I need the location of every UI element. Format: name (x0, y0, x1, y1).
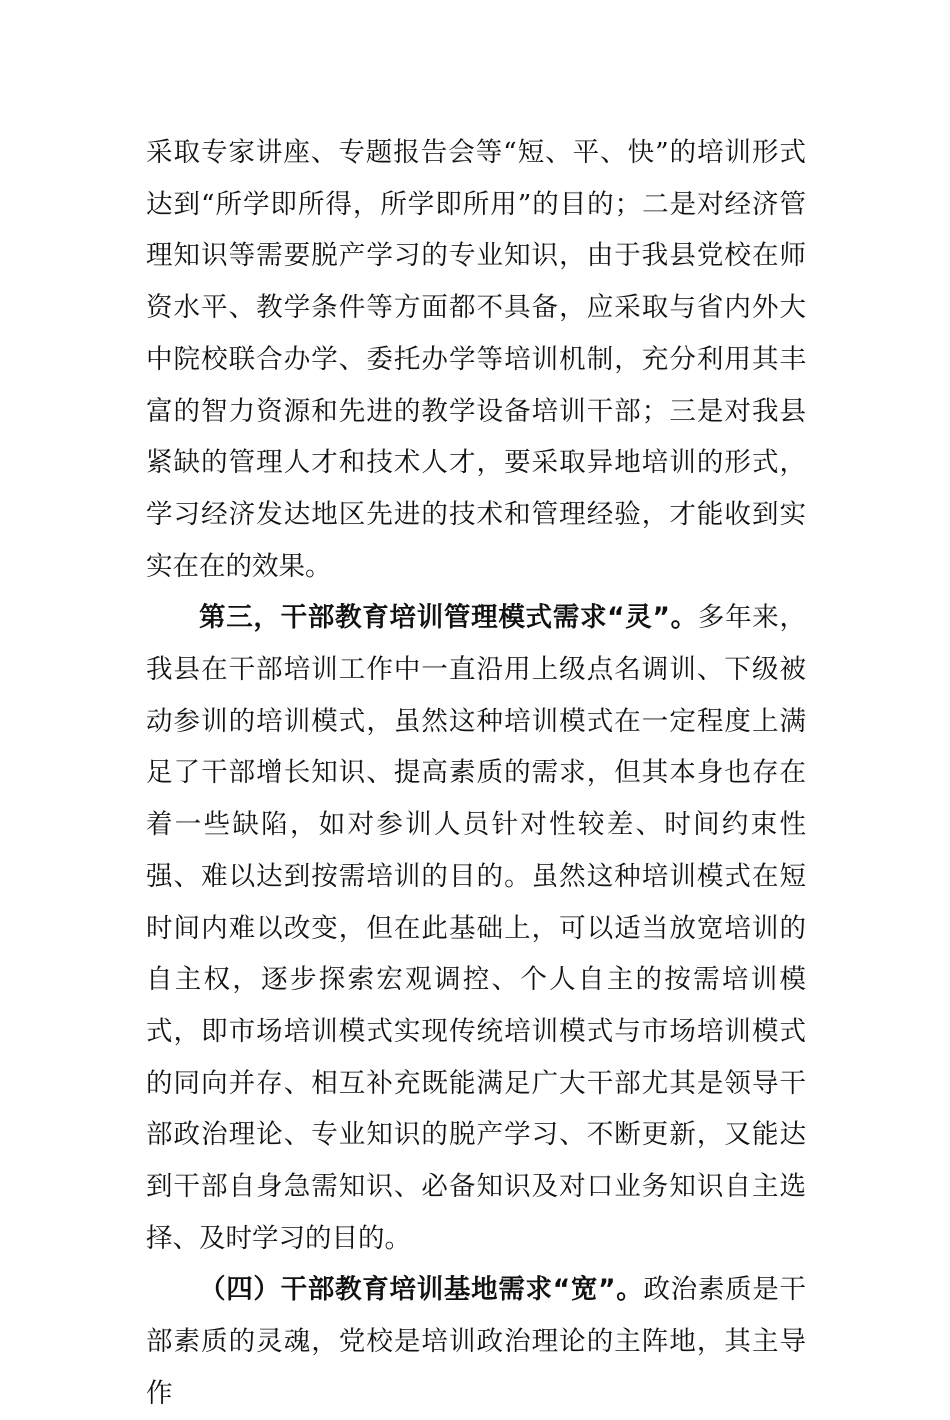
paragraph-heading: 第三，干部教育培训管理模式需求“灵”。 (199, 602, 698, 634)
paragraph-text: 采取专家讲座、专题报告会等“短、平、快”的培训形式达到“所学即所得，所学即所用”的目的；二是对经济管理知识等需要脱产学习的专业知识，由于我县党校在师资水平、教学条件等方面都不具备，应采取与省内外大中院校联合办学、委托办学等培训机制，充分利用其丰富的智力资源和先进的教学设备培训干部；三是对我县紧缺的管理人才和技术人才，要采取异地培训的形式，学习经济发达地区先进的技术和管理经验，才能收到实实在在的效果。 (146, 137, 806, 582)
paragraph-continued (146, 127, 806, 592)
paragraph-heading: （四）干部教育培训基地需求“宽”。 (199, 1274, 644, 1306)
paragraph-third-point (146, 592, 806, 1264)
paragraph-fourth-point (146, 1264, 806, 1419)
document-page (146, 127, 806, 1420)
paragraph-text: 政治素质是干部素质的灵魂，党校是培训政治理论的主阵地，其主导作 (146, 1274, 806, 1409)
paragraph-text: 多年来，我县在干部培训工作中一直沿用上级点名调训、下级被动参训的培训模式，虽然这种培训模式在一定程度上满足了干部增长知识、提高素质的需求，但其本身也存在着一些缺陷，如对参训人员针对性较差、时间约束性强、难以达到按需培训的目的。虽然这种培训模式在短时间内难以改变，但在此基础上，可以适当放宽培训的自主权，逐步探索宏观调控、个人自主的按需培训模式，即市场培训模式实现传统培训模式与市场培训模式的同向并存、相互补充既能满足广大干部尤其是领导干部政治理论、专业知识的脱产学习、不断更新，又能达到干部自身急需知识、必备知识及对口业务知识自主选择、及时学习的目的。 (146, 602, 806, 1254)
